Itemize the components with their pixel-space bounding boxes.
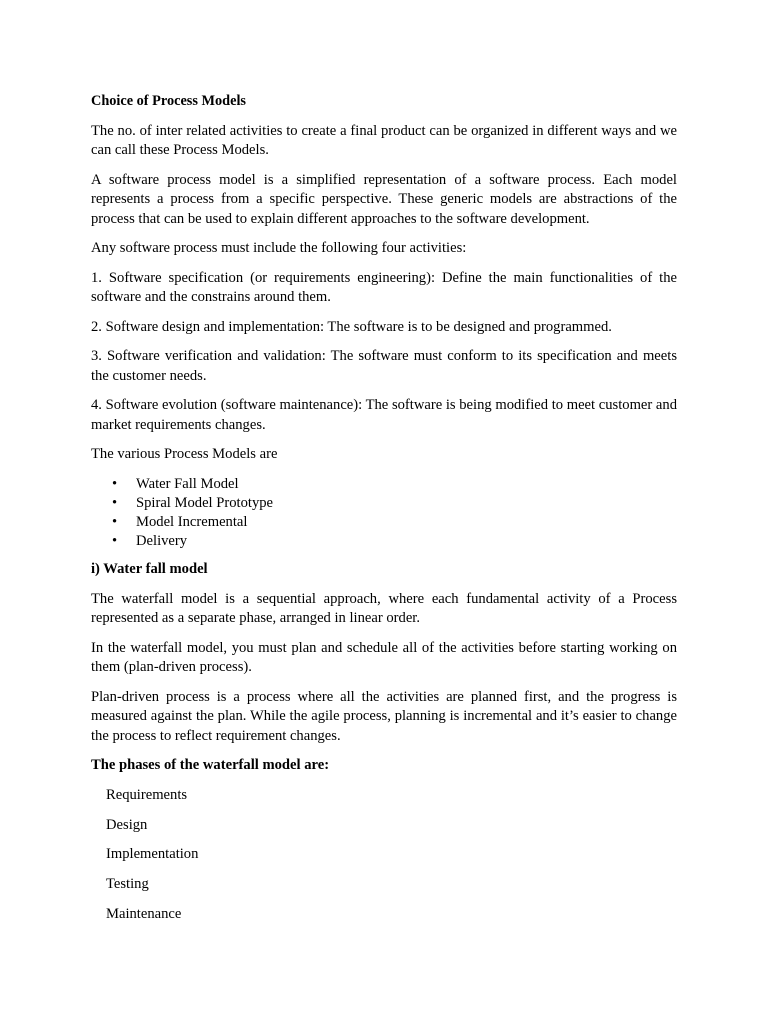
waterfall-paragraph-3: Plan-driven process is a process where all the activities are planned first, and the progress is measured against the plan. While the agile process, planning is incremental and it’s easier to change the process to reflect requirement changes. <box>91 688 677 744</box>
list-item <box>91 513 677 532</box>
list-item-text: Water Fall Model <box>136 475 239 492</box>
process-models-list <box>91 475 677 552</box>
activity-4-paragraph: 4. Software evolution (software maintenance): The software is being modified to meet customer and market requirements changes. <box>91 397 677 433</box>
list-item-text: Spiral Model Prototype <box>136 494 274 511</box>
list-item <box>91 475 677 494</box>
paragraph-intro-1: The no. of inter related activities to create a final product can be organized in different ways and we can call these Process Models. <box>91 122 677 158</box>
section-heading-waterfall: i) Water fall model <box>91 561 208 578</box>
list-item: Design <box>106 816 148 833</box>
list-item-text: Delivery <box>136 533 188 550</box>
activity-1-paragraph: 1. Software specification (or requirements engineering): Define the main functionalities of the software and the constrains around them. <box>91 269 677 305</box>
list-item <box>91 532 677 551</box>
phases-heading: The phases of the waterfall model are: <box>91 757 330 774</box>
waterfall-paragraph-2: In the waterfall model, you must plan and schedule all of the activities before starting working on them (plan-driven process). <box>91 639 677 676</box>
bullet-icon: • <box>112 475 118 492</box>
phases-list <box>91 786 677 924</box>
bullet-icon: • <box>112 494 118 511</box>
bullet-icon: • <box>112 533 118 550</box>
models-intro-paragraph: The various Process Models are <box>91 446 278 462</box>
list-item: Maintenance <box>106 905 182 922</box>
paragraph-intro-2: A software process model is a simplified representation of a software process. Each model represents a process from a specific perspective. These generic models are abstractions of the process that can be used to explain different approaches to the software development. <box>91 171 677 227</box>
list-item: Requirements <box>106 786 188 803</box>
activity-3-paragraph: 3. Software verification and validation: The software must conform to its specification and meets the customer needs. <box>91 348 677 384</box>
bullet-icon: • <box>112 513 118 530</box>
list-item: Testing <box>106 875 149 892</box>
list-item-text: Model Incremental <box>136 513 248 530</box>
document-title: Choice of Process Models <box>91 93 246 109</box>
paragraph-intro-3: Any software process must include the following four activities: <box>91 240 467 256</box>
list-item: Implementation <box>106 846 199 863</box>
list-item <box>91 494 677 513</box>
document-page <box>91 92 677 934</box>
activity-2-paragraph: 2. Software design and implementation: The software is to be designed and programmed. <box>91 318 612 335</box>
waterfall-paragraph-1: The waterfall model is a sequential approach, where each fundamental activity of a Process represented as a separate phase, arranged in linear order. <box>91 590 677 627</box>
